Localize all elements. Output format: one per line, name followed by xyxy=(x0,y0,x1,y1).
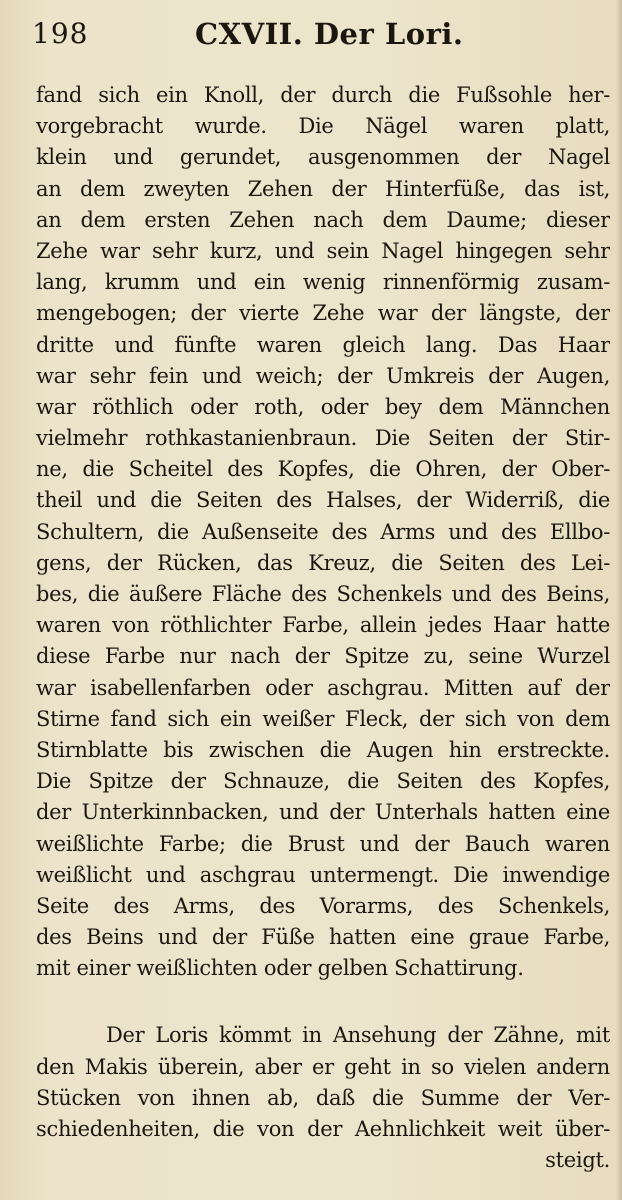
text-line: Stirnblatte bis zwischen die Augen hin erstreckte. xyxy=(36,737,610,762)
text-line: an dem zweyten Zehen der Hinterfüße, das ist, xyxy=(36,176,610,201)
text-line: mit einer weißlichten oder gelben Schattirung. xyxy=(36,956,524,981)
page-header xyxy=(30,10,610,60)
text-line: Schultern, die Außenseite des Arms und des Ellbo- xyxy=(36,519,610,544)
text-line: diese Farbe nur nach der Spitze zu, seine Wurzel xyxy=(36,644,610,669)
text-line: klein und gerundet, ausgenommen der Nagel xyxy=(36,145,610,170)
paragraph-2 xyxy=(36,1020,610,1176)
text-line: Stücken von ihnen ab, daß die Summe der Ver- xyxy=(36,1085,610,1110)
text-line: gens, der Rücken, das Kreuz, die Seiten des Lei- xyxy=(36,550,610,575)
text-line: ne, die Scheitel des Kopfes, die Ohren, der Ober- xyxy=(36,457,610,482)
page-edge-shadow xyxy=(616,0,622,1200)
text-line: lang, krumm und ein wenig rinnenförmig zusam- xyxy=(36,270,610,295)
text-line: vorgebracht wurde. Die Nägel waren platt, xyxy=(36,114,610,139)
text-line: war isabellenfarben oder aschgrau. Mitten auf der xyxy=(36,675,610,700)
text-line: mengebogen; der vierte Zehe war der längste, der xyxy=(36,301,610,326)
text-line: Zehe war sehr kurz, und sein Nagel hingegen sehr xyxy=(36,238,610,263)
text-line: Die Spitze der Schnauze, die Seiten des Kopfes, xyxy=(36,769,610,794)
page-number: 198 xyxy=(32,17,89,50)
text-line: bes, die äußere Fläche des Schenkels und des Beins, xyxy=(36,582,610,606)
text-line: Stirne fand sich ein weißer Fleck, der sich von dem xyxy=(36,706,610,731)
text-line: vielmehr rothkastanienbraun. Die Seiten der Stir- xyxy=(36,426,610,451)
text-line: weißlicht und aschgrau untermengt. Die inwendige xyxy=(36,862,610,887)
paragraph-1 xyxy=(36,80,610,984)
text-line: steigt. xyxy=(545,1148,610,1173)
running-head: CXVII. Der Lori. xyxy=(195,17,464,51)
text-line: des Beins und der Füße hatten eine graue Farbe, xyxy=(36,925,610,950)
text-line: dritte und fünfte waren gleich lang. Das Haar xyxy=(36,332,610,357)
text-line: der Unterkinnbacken, und der Unterhals hatten eine xyxy=(36,800,610,825)
text-line: war röthlich oder roth, oder bey dem Männchen xyxy=(36,394,610,419)
text-line: fand sich ein Knoll, der durch die Fußsohle her- xyxy=(36,83,610,107)
text-line: den Makis überein, aber er geht in so vielen andern xyxy=(36,1054,610,1079)
paragraph-gap xyxy=(36,984,610,1020)
text-line: schiedenheiten, die von der Aehnlichkeit weit über- xyxy=(36,1117,610,1141)
text-line: Seite des Arms, des Vorarms, des Schenkels, xyxy=(36,893,610,918)
text-line: weißlichte Farbe; die Brust und der Bauch waren xyxy=(36,831,610,856)
text-line: an dem ersten Zehen nach dem Daume; dieser xyxy=(36,207,610,232)
text-line: war sehr fein und weich; der Umkreis der Augen, xyxy=(36,363,610,388)
text-line: theil und die Seiten des Halses, der Widerriß, die xyxy=(36,488,610,513)
body-text xyxy=(36,80,610,1176)
text-line: Der Loris kömmt in Ansehung der Zähne, mit xyxy=(106,1023,610,1048)
text-line: waren von röthlichter Farbe, allein jedes Haar hatte xyxy=(36,613,610,638)
